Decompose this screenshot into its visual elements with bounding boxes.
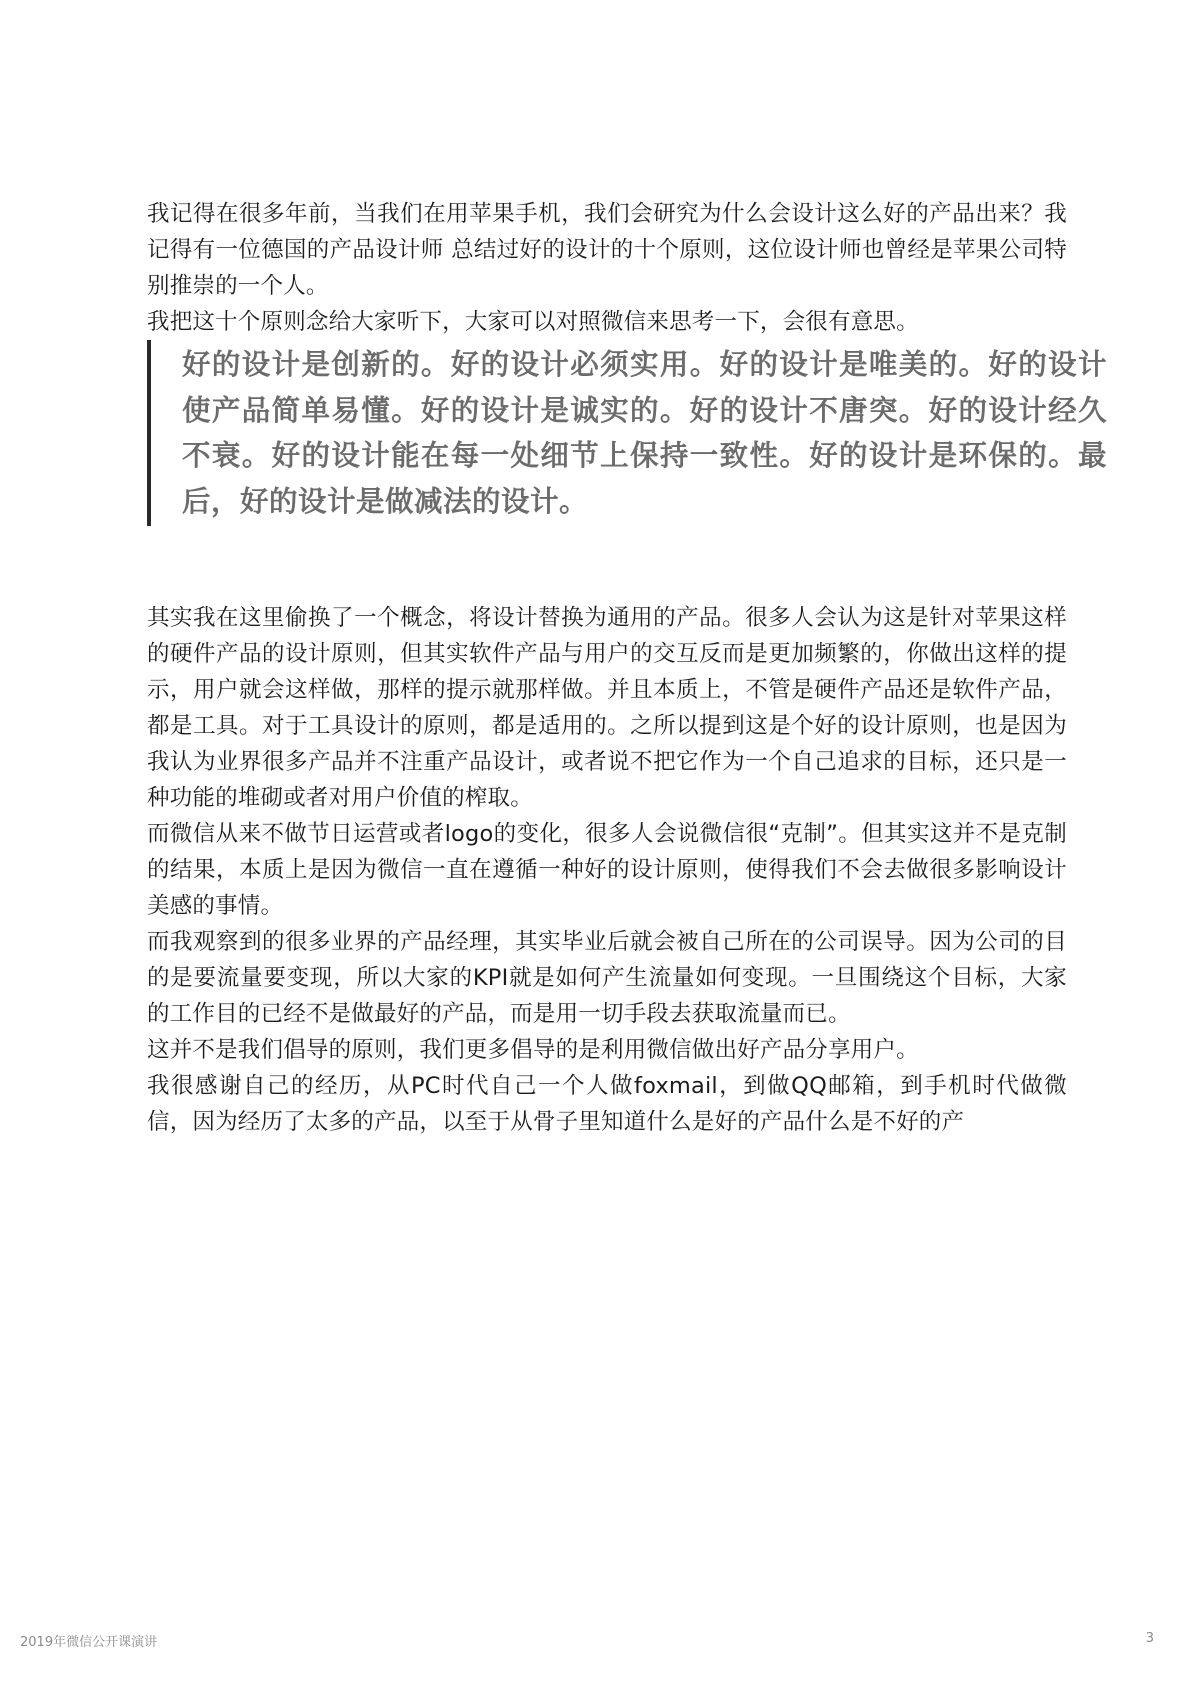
paragraph-7: 我很感谢自己的经历，从PC时代自己一个人做foxmail，到做QQ邮箱，到手机时代做微信，因为经历了太多的产品，以至于从骨子里知道什么是好的产品什么是不好的产: [147, 1073, 1067, 1135]
paragraph-3: 其实我在这里偷换了一个概念，将设计替换为通用的产品。很多人会认为这是针对苹果这样的硬件产品的设计原则，但其实软件产品与用户的交互反而是更加频繁的，你做出这样的提示，用户就会这样做，那样的提示就那样做。并且本质上，不管是硬件产品还是软件产品，都是工具。对于工具设计的原则，都是适用的。之所以提到这是个好的设计原则，也是因为我认为业界很多产品并不注重产品设计，或者说不把它作为一个自己追求的目标，还只是一种功能的堆砌或者对用户价值的榨取。: [147, 605, 1067, 811]
design-principles-quote: [147, 340, 1107, 526]
paragraph-5: 而我观察到的很多业界的产品经理，其实毕业后就会被自己所在的公司误导。因为公司的目的是要流量要变现，所以大家的KPI就是如何产生流量如何变现。一旦围绕这个目标，大家的工作目的已经不是做最好的产品，而是用一切手段去获取流量而已。: [147, 929, 1067, 1027]
quote-text: 好的设计是创新的。好的设计必须实用。好的设计是唯美的。好的设计使产品简单易懂。好的设计是诚实的。好的设计不唐突。好的设计经久不衰。好的设计能在每一处细节上保持一致性。好的设计是环保的。最后，好的设计是做减法的设计。: [182, 348, 1107, 518]
paragraph-6: 这并不是我们倡导的原则，我们更多倡导的是利用微信做出好产品分享用户。: [147, 1037, 919, 1063]
paragraph-4: 而微信从来不做节日运营或者logo的变化，很多人会说微信很“克制”。但其实这并不是克制的结果，本质上是因为微信一直在遵循一种好的设计原则，使得我们不会去做很多影响设计美感的事情。: [147, 821, 1067, 919]
article-body: [147, 196, 1107, 1140]
footer-document-title: 2019年微信公开课演讲: [20, 1635, 158, 1650]
paragraph-1: 我记得在很多年前，当我们在用苹果手机，我们会研究为什么会设计这么好的产品出来？我记得有一位德国的产品设计师 总结过好的设计的十个原则，这位设计师也曾经是苹果公司特别推崇的一个人。: [147, 201, 1067, 299]
paragraph-2: 我把这十个原则念给大家听下，大家可以对照微信来思考一下，会很有意思。: [147, 309, 919, 335]
footer-page-number: 3: [1145, 1631, 1154, 1646]
